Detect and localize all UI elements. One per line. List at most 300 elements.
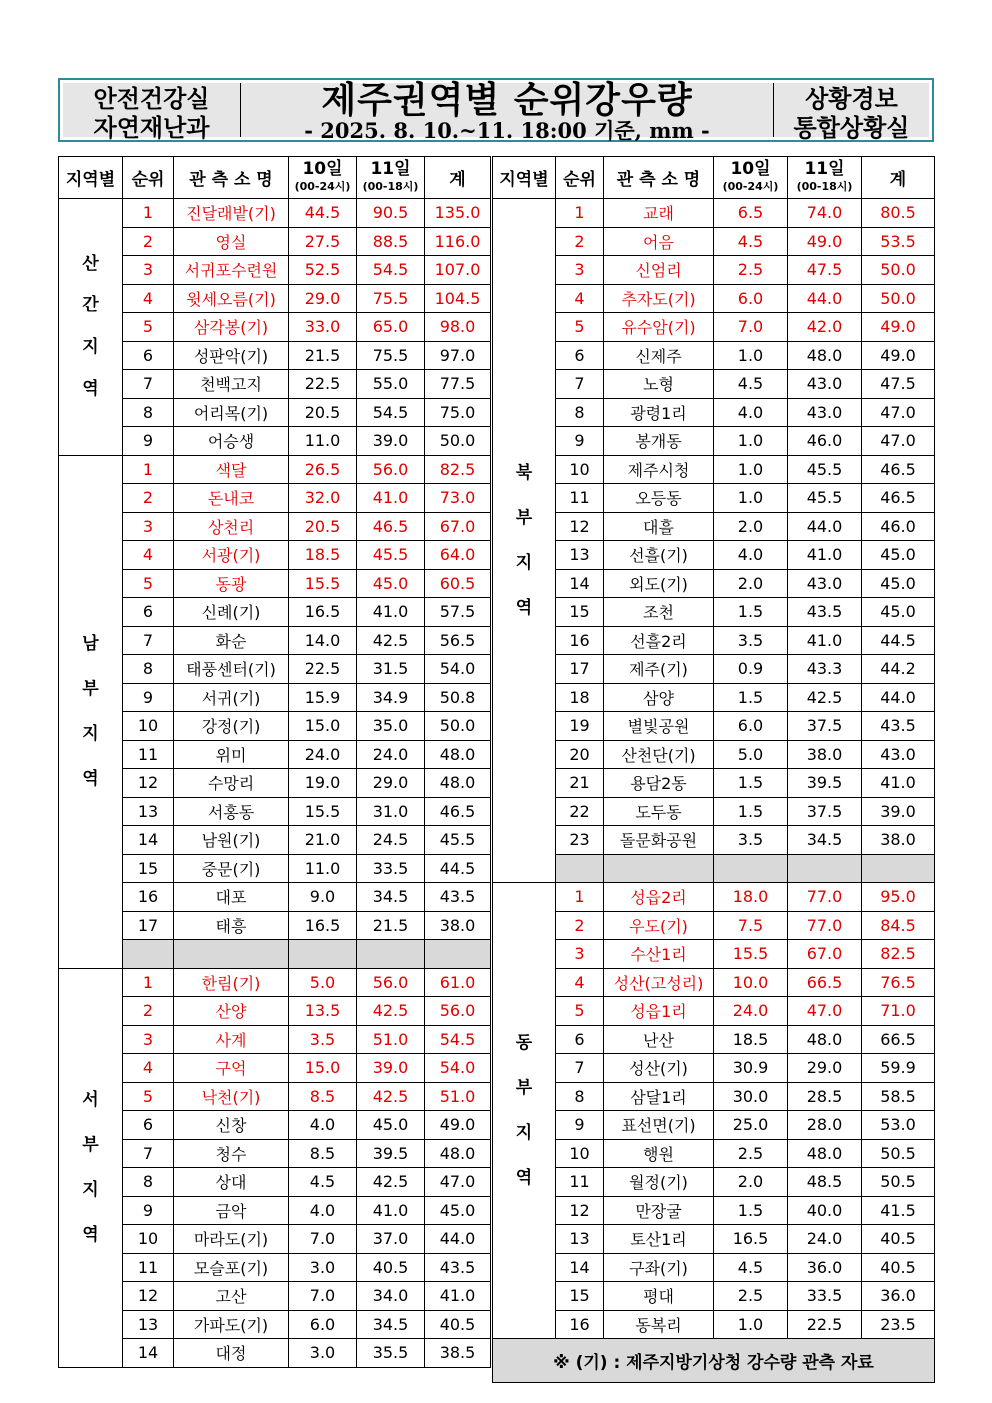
day10-value: 16.5 xyxy=(714,1225,788,1254)
day11-value: 37.5 xyxy=(788,712,862,741)
day11-value: 37.5 xyxy=(788,797,862,826)
table-row xyxy=(493,826,935,855)
table-row xyxy=(493,1139,935,1168)
total-value: 44.0 xyxy=(425,1225,491,1254)
table-row xyxy=(59,968,491,997)
day10-value: 4.5 xyxy=(714,370,788,399)
rank-cell: 15 xyxy=(556,598,604,627)
region-char: 부 xyxy=(82,678,99,699)
rank-cell: 12 xyxy=(556,512,604,541)
total-value: 47.0 xyxy=(862,398,935,427)
day10-value: 4.5 xyxy=(714,227,788,256)
day10-value: 24.0 xyxy=(289,740,357,769)
day11-value: 44.0 xyxy=(788,512,862,541)
total-value: 47.5 xyxy=(862,370,935,399)
day10-value: 33.0 xyxy=(289,313,357,342)
total-value: 50.5 xyxy=(862,1139,935,1168)
col-day10 xyxy=(714,157,788,199)
region-char: 부 xyxy=(515,507,533,528)
day11-value: 75.5 xyxy=(357,284,425,313)
rank-cell: 4 xyxy=(123,1054,174,1083)
total-value: 98.0 xyxy=(425,313,491,342)
day11-value: 22.5 xyxy=(788,1310,862,1339)
rank-cell: 4 xyxy=(556,284,604,313)
table-row xyxy=(59,341,491,370)
day10-value: 5.0 xyxy=(714,740,788,769)
day10-value: 30.9 xyxy=(714,1054,788,1083)
rank-cell: 1 xyxy=(123,455,174,484)
col-day11-label: 11일 xyxy=(804,158,845,179)
table-row xyxy=(59,598,491,627)
day11-value: 46.0 xyxy=(788,427,862,456)
col-station: 관 측 소 명 xyxy=(174,157,289,199)
total-value: 60.5 xyxy=(425,569,491,598)
station-name: 산천단(기) xyxy=(604,740,714,769)
table-row xyxy=(59,227,491,256)
day11-value: 28.5 xyxy=(788,1082,862,1111)
total-value: 38.0 xyxy=(862,826,935,855)
blank-cell xyxy=(714,854,788,883)
page-title: 제주권역별 순위강우량 xyxy=(321,80,693,121)
blank-cell xyxy=(289,940,357,969)
day10-value: 6.0 xyxy=(289,1310,357,1339)
region-char: 북 xyxy=(515,462,533,483)
day11-value: 39.5 xyxy=(788,769,862,798)
table-row xyxy=(59,398,491,427)
day11-value: 38.0 xyxy=(788,740,862,769)
table-row xyxy=(59,655,491,684)
day11-value: 40.0 xyxy=(788,1196,862,1225)
total-value: 39.0 xyxy=(862,797,935,826)
station-name: 영실 xyxy=(174,227,289,256)
footnote-row xyxy=(493,1339,935,1383)
station-name: 산양 xyxy=(174,997,289,1026)
day11-value: 74.0 xyxy=(788,199,862,228)
station-name: 성판악(기) xyxy=(174,341,289,370)
rank-cell: 5 xyxy=(556,313,604,342)
day10-value: 14.0 xyxy=(289,626,357,655)
day11-value: 46.5 xyxy=(357,512,425,541)
total-value: 49.0 xyxy=(425,1111,491,1140)
total-value: 44.0 xyxy=(862,683,935,712)
station-name: 용담2동 xyxy=(604,769,714,798)
day10-value: 1.5 xyxy=(714,598,788,627)
day11-value: 34.5 xyxy=(357,883,425,912)
rank-cell: 13 xyxy=(123,1310,174,1339)
rank-cell: 5 xyxy=(556,997,604,1026)
total-value: 71.0 xyxy=(862,997,935,1026)
total-value: 45.0 xyxy=(425,1196,491,1225)
total-value: 61.0 xyxy=(425,968,491,997)
rank-cell: 2 xyxy=(556,227,604,256)
rank-cell: 12 xyxy=(123,769,174,798)
day10-value: 22.5 xyxy=(289,370,357,399)
total-value: 46.5 xyxy=(425,797,491,826)
day11-value: 41.0 xyxy=(357,598,425,627)
table-row xyxy=(493,541,935,570)
day10-value: 2.0 xyxy=(714,512,788,541)
station-name: 만장굴 xyxy=(604,1196,714,1225)
day11-value: 88.5 xyxy=(357,227,425,256)
station-name: 색달 xyxy=(174,455,289,484)
total-value: 66.5 xyxy=(862,1025,935,1054)
table-row xyxy=(493,598,935,627)
office-label xyxy=(773,83,929,142)
rank-cell: 6 xyxy=(556,341,604,370)
day10-value: 7.0 xyxy=(714,313,788,342)
table-row xyxy=(59,256,491,285)
table-row xyxy=(493,227,935,256)
total-value: 48.0 xyxy=(425,769,491,798)
rank-cell: 23 xyxy=(556,826,604,855)
blank-cell xyxy=(556,854,604,883)
table-row xyxy=(493,484,935,513)
table-row xyxy=(493,911,935,940)
blank-cell xyxy=(788,854,862,883)
total-value: 45.5 xyxy=(425,826,491,855)
day11-value: 49.0 xyxy=(788,227,862,256)
station-name: 광령1리 xyxy=(604,398,714,427)
rank-cell: 10 xyxy=(123,1225,174,1254)
rank-cell: 3 xyxy=(556,940,604,969)
total-value: 47.0 xyxy=(862,427,935,456)
total-value: 135.0 xyxy=(425,199,491,228)
rank-cell: 10 xyxy=(123,712,174,741)
day10-value: 7.0 xyxy=(289,1225,357,1254)
col-day10-label: 10일 xyxy=(302,158,343,179)
blank-cell xyxy=(357,940,425,969)
rank-cell: 12 xyxy=(123,1282,174,1311)
day10-value: 2.5 xyxy=(714,256,788,285)
total-value: 54.0 xyxy=(425,1054,491,1083)
rank-cell: 20 xyxy=(556,740,604,769)
rank-cell: 5 xyxy=(123,313,174,342)
station-name: 우도(기) xyxy=(604,911,714,940)
rank-cell: 2 xyxy=(123,227,174,256)
table-row xyxy=(493,1282,935,1311)
rank-cell: 17 xyxy=(123,911,174,940)
day10-value: 4.5 xyxy=(289,1168,357,1197)
blank-row xyxy=(59,940,491,969)
region-char: 부 xyxy=(82,1134,99,1155)
station-name: 외도(기) xyxy=(604,569,714,598)
rank-cell: 16 xyxy=(123,883,174,912)
station-name: 성읍2리 xyxy=(604,883,714,912)
rank-cell: 11 xyxy=(556,484,604,513)
day11-value: 47.0 xyxy=(788,997,862,1026)
total-value: 82.5 xyxy=(425,455,491,484)
station-name: 금악 xyxy=(174,1196,289,1225)
total-value: 40.5 xyxy=(425,1310,491,1339)
day10-value: 11.0 xyxy=(289,427,357,456)
total-value: 53.5 xyxy=(862,227,935,256)
station-name: 추자도(기) xyxy=(604,284,714,313)
day11-value: 34.5 xyxy=(788,826,862,855)
rank-cell: 3 xyxy=(123,512,174,541)
day11-value: 33.5 xyxy=(357,854,425,883)
day11-value: 34.0 xyxy=(357,1282,425,1311)
day10-value: 1.0 xyxy=(714,427,788,456)
day10-value: 16.5 xyxy=(289,598,357,627)
region-char: 역 xyxy=(82,768,99,789)
station-name: 신례(기) xyxy=(174,598,289,627)
station-name: 청수 xyxy=(174,1139,289,1168)
total-value: 54.0 xyxy=(425,655,491,684)
station-name: 사계 xyxy=(174,1025,289,1054)
day11-value: 39.0 xyxy=(357,1054,425,1083)
rank-cell: 18 xyxy=(556,683,604,712)
total-value: 46.5 xyxy=(862,484,935,513)
table-row xyxy=(59,997,491,1026)
rank-cell: 4 xyxy=(123,541,174,570)
total-value: 58.5 xyxy=(862,1082,935,1111)
total-value: 49.0 xyxy=(862,313,935,342)
rank-cell: 13 xyxy=(556,541,604,570)
day11-value: 43.0 xyxy=(788,398,862,427)
region-char: 부 xyxy=(515,1077,533,1098)
day10-value: 1.5 xyxy=(714,797,788,826)
station-name: 서귀포수련원 xyxy=(174,256,289,285)
table-row xyxy=(59,1310,491,1339)
rank-cell: 14 xyxy=(556,1253,604,1282)
total-value: 44.5 xyxy=(862,626,935,655)
day10-value: 6.0 xyxy=(714,712,788,741)
day10-value: 7.0 xyxy=(289,1282,357,1311)
total-value: 64.0 xyxy=(425,541,491,570)
department-label xyxy=(63,83,241,142)
day11-value: 56.0 xyxy=(357,968,425,997)
col-total: 계 xyxy=(862,157,935,199)
table-row xyxy=(59,1139,491,1168)
table-row xyxy=(493,313,935,342)
day10-value: 3.5 xyxy=(289,1025,357,1054)
station-name: 표선면(기) xyxy=(604,1111,714,1140)
rank-cell: 1 xyxy=(123,199,174,228)
left-ranking-table xyxy=(58,156,491,1368)
total-value: 73.0 xyxy=(425,484,491,513)
day11-value: 45.5 xyxy=(788,484,862,513)
station-name: 성읍1리 xyxy=(604,997,714,1026)
table-row xyxy=(59,313,491,342)
rank-cell: 12 xyxy=(556,1196,604,1225)
blank-cell xyxy=(123,940,174,969)
table-row xyxy=(493,740,935,769)
total-value: 41.0 xyxy=(862,769,935,798)
station-name: 상천리 xyxy=(174,512,289,541)
rank-cell: 6 xyxy=(123,1111,174,1140)
table-row xyxy=(59,569,491,598)
station-name: 대정 xyxy=(174,1339,289,1368)
table-row xyxy=(59,1082,491,1111)
total-value: 56.0 xyxy=(425,997,491,1026)
table-row xyxy=(59,797,491,826)
station-name: 월정(기) xyxy=(604,1168,714,1197)
table-row xyxy=(59,826,491,855)
total-value: 40.5 xyxy=(862,1253,935,1282)
day10-value: 1.0 xyxy=(714,341,788,370)
table-row xyxy=(493,997,935,1026)
station-name: 난산 xyxy=(604,1025,714,1054)
station-name: 상대 xyxy=(174,1168,289,1197)
day11-value: 28.0 xyxy=(788,1111,862,1140)
total-value: 53.0 xyxy=(862,1111,935,1140)
table-row xyxy=(493,655,935,684)
station-name: 유수암(기) xyxy=(604,313,714,342)
total-value: 77.5 xyxy=(425,370,491,399)
footnote: ※ (기) : 제주지방기상청 강수량 관측 자료 xyxy=(493,1339,935,1383)
station-name: 천백고지 xyxy=(174,370,289,399)
station-name: 동복리 xyxy=(604,1310,714,1339)
rank-cell: 11 xyxy=(123,1253,174,1282)
station-name: 신엄리 xyxy=(604,256,714,285)
station-name: 수산1리 xyxy=(604,940,714,969)
total-value: 41.0 xyxy=(425,1282,491,1311)
station-name: 화순 xyxy=(174,626,289,655)
table-row xyxy=(493,256,935,285)
col-day11-range: (00-18시) xyxy=(796,179,853,193)
total-value: 56.5 xyxy=(425,626,491,655)
day11-value: 65.0 xyxy=(357,313,425,342)
table-row xyxy=(59,1054,491,1083)
day10-value: 15.9 xyxy=(289,683,357,712)
day10-value: 3.5 xyxy=(714,626,788,655)
day10-value: 5.0 xyxy=(289,968,357,997)
table-row xyxy=(59,1168,491,1197)
total-value: 44.2 xyxy=(862,655,935,684)
station-name: 어리목(기) xyxy=(174,398,289,427)
right-ranking-table xyxy=(492,156,935,1383)
day11-value: 36.0 xyxy=(788,1253,862,1282)
table-row xyxy=(59,1196,491,1225)
table-row xyxy=(493,1196,935,1225)
station-name: 태흥 xyxy=(174,911,289,940)
station-name: 제주시청 xyxy=(604,455,714,484)
station-name: 별빛공원 xyxy=(604,712,714,741)
region-char: 역 xyxy=(82,378,99,399)
region-cell xyxy=(493,883,556,1339)
day11-value: 42.5 xyxy=(357,626,425,655)
day10-value: 15.0 xyxy=(289,1054,357,1083)
rank-cell: 21 xyxy=(556,769,604,798)
station-name: 오등동 xyxy=(604,484,714,513)
department-line2: 자연재난과 xyxy=(93,114,210,142)
day10-value: 1.5 xyxy=(714,683,788,712)
rank-cell: 11 xyxy=(123,740,174,769)
day11-value: 47.5 xyxy=(788,256,862,285)
region-char: 역 xyxy=(82,1224,99,1245)
rank-cell: 7 xyxy=(123,626,174,655)
day10-value: 10.0 xyxy=(714,968,788,997)
station-name: 삼각봉(기) xyxy=(174,313,289,342)
day10-value: 20.5 xyxy=(289,398,357,427)
table-row xyxy=(59,1025,491,1054)
day11-value: 42.0 xyxy=(788,313,862,342)
day11-value: 43.3 xyxy=(788,655,862,684)
day11-value: 42.5 xyxy=(788,683,862,712)
day11-value: 90.5 xyxy=(357,199,425,228)
day10-value: 18.0 xyxy=(714,883,788,912)
office-line1: 상황경보 xyxy=(805,85,898,113)
station-name: 가파도(기) xyxy=(174,1310,289,1339)
day10-value: 4.5 xyxy=(714,1253,788,1282)
day10-value: 6.0 xyxy=(714,284,788,313)
table-row xyxy=(59,199,491,228)
rank-cell: 8 xyxy=(123,655,174,684)
station-name: 서광(기) xyxy=(174,541,289,570)
day11-value: 45.5 xyxy=(788,455,862,484)
table-row xyxy=(59,1282,491,1311)
total-value: 50.8 xyxy=(425,683,491,712)
table-row xyxy=(493,940,935,969)
rank-cell: 15 xyxy=(556,1282,604,1311)
day11-value: 29.0 xyxy=(788,1054,862,1083)
day11-value: 48.0 xyxy=(788,341,862,370)
table-row xyxy=(59,712,491,741)
day10-value: 16.5 xyxy=(289,911,357,940)
header-row xyxy=(59,157,491,199)
total-value: 104.5 xyxy=(425,284,491,313)
col-region: 지역별 xyxy=(493,157,556,199)
table-row xyxy=(493,968,935,997)
total-value: 57.5 xyxy=(425,598,491,627)
day11-value: 35.0 xyxy=(357,712,425,741)
rank-cell: 7 xyxy=(556,1054,604,1083)
total-value: 45.0 xyxy=(862,569,935,598)
table-row xyxy=(59,541,491,570)
col-rank: 순위 xyxy=(123,157,174,199)
col-day11 xyxy=(788,157,862,199)
station-name: 돈내코 xyxy=(174,484,289,513)
region-char: 지 xyxy=(515,1122,533,1143)
col-region: 지역별 xyxy=(59,157,123,199)
day11-value: 31.0 xyxy=(357,797,425,826)
station-name: 삼달1리 xyxy=(604,1082,714,1111)
table-row xyxy=(493,883,935,912)
station-name: 도두동 xyxy=(604,797,714,826)
report-header xyxy=(58,78,934,142)
rank-cell: 1 xyxy=(123,968,174,997)
day11-value: 33.5 xyxy=(788,1282,862,1311)
rank-cell: 2 xyxy=(123,997,174,1026)
rank-cell: 14 xyxy=(123,826,174,855)
day10-value: 2.0 xyxy=(714,569,788,598)
day10-value: 32.0 xyxy=(289,484,357,513)
day11-value: 45.0 xyxy=(357,569,425,598)
day11-value: 43.0 xyxy=(788,370,862,399)
day10-value: 29.0 xyxy=(289,284,357,313)
day11-value: 43.5 xyxy=(788,598,862,627)
rank-cell: 22 xyxy=(556,797,604,826)
station-name: 조천 xyxy=(604,598,714,627)
rank-cell: 6 xyxy=(556,1025,604,1054)
table-row xyxy=(59,911,491,940)
station-name: 삼양 xyxy=(604,683,714,712)
day11-value: 41.0 xyxy=(788,626,862,655)
total-value: 75.0 xyxy=(425,398,491,427)
day10-value: 18.5 xyxy=(289,541,357,570)
rank-cell: 7 xyxy=(556,370,604,399)
total-value: 46.0 xyxy=(862,512,935,541)
station-name: 위미 xyxy=(174,740,289,769)
region-char: 동 xyxy=(515,1032,533,1053)
day10-value: 1.0 xyxy=(714,455,788,484)
day11-value: 21.5 xyxy=(357,911,425,940)
table-row xyxy=(493,512,935,541)
day10-value: 15.0 xyxy=(289,712,357,741)
station-name: 구좌(기) xyxy=(604,1253,714,1282)
total-value: 50.0 xyxy=(425,712,491,741)
department-line1: 안전건강실 xyxy=(93,85,210,113)
